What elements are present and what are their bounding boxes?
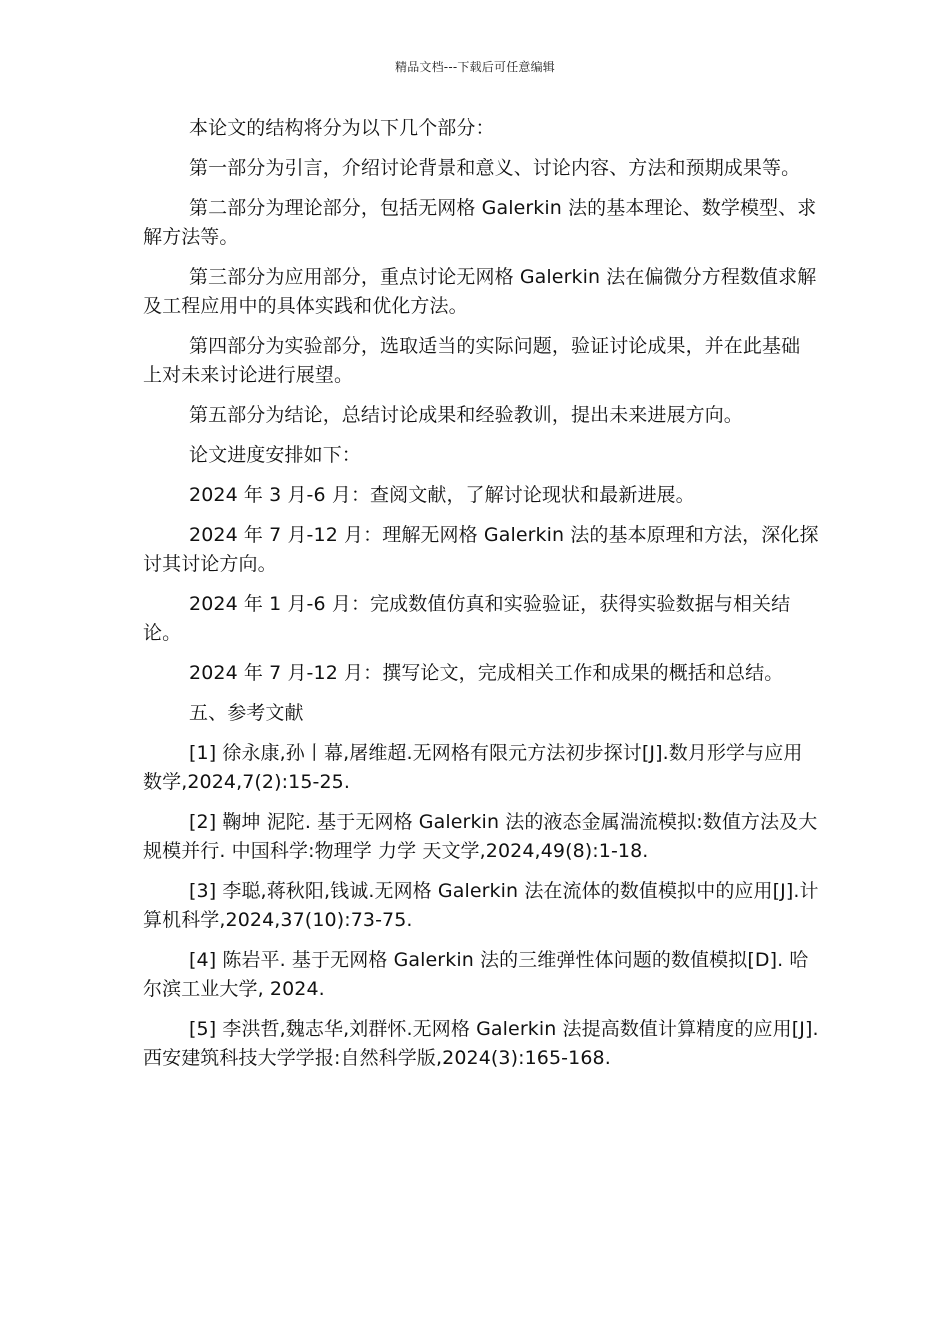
- paragraph-part-one: 第一部分为引言，介绍讨论背景和意义、讨论内容、方法和预期成果等。: [189, 157, 801, 179]
- paragraph-structure-intro: 本论文的结构将分为以下几个部分：: [189, 117, 495, 139]
- reference-item: [4] 陈岩平. 基于无网格 Galerkin 法的三维弹性体问题的数值模拟[D]. 哈尔滨工业大学, 2024.: [143, 949, 809, 1000]
- reference-item: [1] 徐永康,孙丨幕,屠维超.无网格有限元方法初步探讨[J].数月形学与应用数学,2024,7(2):15-25.: [143, 742, 803, 793]
- schedule-item: 2024 年 1 月-6 月：完成数值仿真和实验验证，获得实验数据与相关结论。: [143, 593, 791, 644]
- paragraph-part-two: 第二部分为理论部分，包括无网格 Galerkin 法的基本理论、数学模型、求解方法等。: [143, 197, 817, 248]
- paragraph-schedule-intro: 论文进度安排如下：: [189, 444, 361, 466]
- paragraph-part-five: 第五部分为结论，总结讨论成果和经验教训，提出未来进展方向。: [189, 404, 743, 426]
- reference-item: [2] 鞠坤 泥陀. 基于无网格 Galerkin 法的液态金属湍流模拟:数值方法及大规模并行. 中国科学:物理学 力学 天文学,2024,49(8):1-18.: [143, 811, 818, 862]
- schedule-item: 2024 年 7 月-12 月：撰写论文，完成相关工作和成果的概括和总结。: [189, 662, 784, 684]
- schedule-item: 2024 年 7 月-12 月：理解无网格 Galerkin 法的基本原理和方法，深化探讨其讨论方向。: [143, 524, 819, 575]
- paragraph-part-three: 第三部分为应用部分，重点讨论无网格 Galerkin 法在偏微分方程数值求解及工程应用中的具体实践和优化方法。: [143, 266, 817, 317]
- paragraph-part-four: 第四部分为实验部分，选取适当的实际问题，验证讨论成果，并在此基础上对未来讨论进行展望。: [143, 335, 801, 386]
- page-header: 精品文档---下载后可任意编辑: [395, 60, 555, 74]
- reference-item: [3] 李聪,蒋秋阳,钱诚.无网格 Galerkin 法在流体的数值模拟中的应用[J].计算机科学,2024,37(10):73-75.: [143, 880, 819, 931]
- reference-item: [5] 李洪哲,魏志华,刘群怀.无网格 Galerkin 法提高数值计算精度的应用[J].西安建筑科技大学学报:自然科学版,2024(3):165-168.: [143, 1018, 819, 1069]
- references-heading: 五、参考文献: [189, 702, 304, 724]
- document-body: [143, 114, 819, 1084]
- schedule-item: 2024 年 3 月-6 月：查阅文献，了解讨论现状和最新进展。: [189, 484, 695, 506]
